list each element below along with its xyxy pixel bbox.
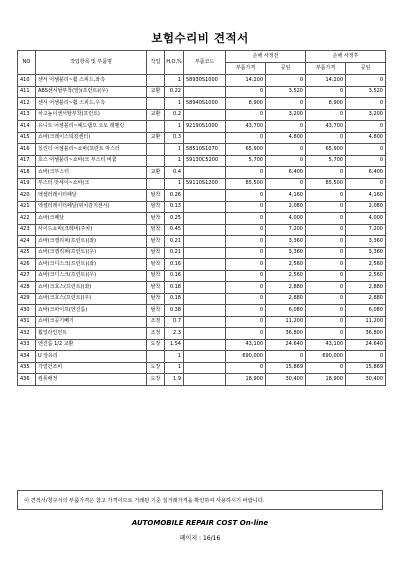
table-row [18,190,386,202]
cell-code [184,351,226,363]
cell-before-parts: 5,700 [226,155,266,167]
cell-code [184,282,226,294]
header-code: 부품코드 [184,51,226,75]
table-row [18,293,386,305]
cell-code [184,201,226,213]
table-row [18,362,386,374]
cell-before-parts: 0 [226,213,266,225]
cell-hos: 0.4 [165,167,184,179]
cell-work [147,155,165,167]
cell-hos: 0.16 [165,270,184,282]
table-row [18,132,386,144]
cell-after-labor: 6,400 [346,167,386,179]
cell-no: 436 [18,374,36,386]
cell-hos: 1.54 [165,339,184,351]
cell-item: U 앞유리 [36,351,147,363]
cell-after-labor: 2,560 [346,259,386,271]
cell-before-labor: 2,880 [266,293,306,305]
cell-item: 부스터 앗세이~쇼바(크 [36,178,147,190]
cell-before-labor: 0 [266,144,306,156]
cell-after-parts: 0 [306,247,346,259]
cell-code [184,328,226,340]
cell-before-parts: 0 [226,224,266,236]
cell-before-parts: 0 [226,328,266,340]
estimate-table-wrap [17,50,385,386]
cell-after-parts: 0 [306,201,346,213]
cell-work: 탈착 [147,305,165,317]
cell-work: 교환 [147,109,165,121]
table-row [18,121,386,133]
cell-code [184,109,226,121]
estimate-table [17,50,386,386]
cell-item: 쇼바(크캘리퍼(프런트)(좌) [36,236,147,248]
cell-before-parts: 0 [226,247,266,259]
cell-code [184,236,226,248]
table-row [18,75,386,87]
cell-after-parts: 0 [306,224,346,236]
table-row [18,270,386,282]
cell-after-labor: 0 [346,75,386,87]
cell-before-labor: 36,800 [266,328,306,340]
cell-before-labor: 2,560 [266,259,306,271]
header-hos: H,O,% [165,51,184,75]
cell-item: 쇼바(크부스터 [36,167,147,179]
cell-work: 탈착 [147,236,165,248]
table-row [18,339,386,351]
cell-item: 센서 어셈블리~휠 스피드,좌측 [36,75,147,87]
cell-work [147,121,165,133]
cell-hos: 0.3 [165,132,184,144]
cell-after-labor: 0 [346,144,386,156]
cell-after-labor: 24,640 [346,339,386,351]
cell-code: 58940S1000 [184,98,226,110]
cell-after-labor: 2,080 [346,201,386,213]
cell-item: 차고높이센서탈부착(프런트) [36,109,147,121]
cell-after-parts: 43,700 [306,121,346,133]
cell-before-labor: 3,520 [266,86,306,98]
cell-before-labor: 4,160 [266,190,306,202]
cell-before-labor: 6,080 [266,305,306,317]
cell-hos: 0.13 [165,201,184,213]
cell-before-labor: 0 [266,98,306,110]
cell-code: 59130C5200 [184,155,226,167]
cell-hos: 0.26 [165,190,184,202]
cell-after-labor: 2,560 [346,270,386,282]
cell-item: 엔진룸 1/2 교환 [36,339,147,351]
cell-before-parts: 0 [226,293,266,305]
cell-code [184,132,226,144]
table-row [18,305,386,317]
cell-item: 쇼바(크호스(프런트)(우) [36,293,147,305]
cell-item: 엑셀러레이터페달 [36,190,147,202]
cell-hos: 0.18 [165,293,184,305]
cell-work [147,144,165,156]
table-row [18,155,386,167]
cell-after-parts: 0 [306,109,346,121]
cell-no: 417 [18,155,36,167]
cell-before-labor: 4,800 [266,132,306,144]
cell-after-labor: 3,360 [346,236,386,248]
cell-work: 탈착 [147,247,165,259]
cell-after-labor: 6,080 [346,305,386,317]
cell-after-parts: 690,000 [306,351,346,363]
cell-before-parts: 0 [226,236,266,248]
cell-after-parts: 8,900 [306,98,346,110]
cell-code [184,362,226,374]
header-after-labor: 공임 [346,63,386,75]
cell-work: 도장 [147,374,165,386]
cell-after-parts: 0 [306,362,346,374]
cell-before-parts: 0 [226,132,266,144]
cell-before-labor: 4,000 [266,213,306,225]
document-title: 보험수리비 견적서 [151,31,249,45]
cell-before-labor: 24,640 [266,339,306,351]
cell-after-parts: 0 [306,259,346,271]
cell-hos: 0.25 [165,213,184,225]
cell-before-parts: 43,700 [226,121,266,133]
cell-after-parts: 5,700 [306,155,346,167]
table-row [18,213,386,225]
cell-before-labor: 0 [266,351,306,363]
cell-no: 434 [18,351,36,363]
cell-after-labor: 4,800 [346,132,386,144]
cell-before-labor: 3,360 [266,236,306,248]
cell-before-parts: 0 [226,167,266,179]
cell-before-labor: 15,869 [266,362,306,374]
cell-hos: 1 [165,98,184,110]
cell-before-labor: 2,080 [266,201,306,213]
header-before: 손해 사정전 [226,51,306,63]
table-row [18,259,386,271]
cell-before-labor: 0 [266,75,306,87]
cell-after-labor: 2,880 [346,293,386,305]
cell-code [184,270,226,282]
cell-after-parts: 0 [306,282,346,294]
header-before-labor: 공임 [266,63,306,75]
cell-item: 컴퓨배정 [36,374,147,386]
cell-code [184,190,226,202]
header-item: 작업항목 및 부품명 [36,51,147,75]
cell-after-parts: 0 [306,316,346,328]
cell-item: 쇼바(크공기빼기 [36,316,147,328]
table-row [18,247,386,259]
cell-before-labor: 0 [266,155,306,167]
cell-after-parts: 18,900 [306,374,346,386]
table-row [18,236,386,248]
cell-no: 416 [18,144,36,156]
table-row [18,86,386,98]
cell-hos: 0.16 [165,259,184,271]
cell-no: 420 [18,190,36,202]
header-work: 작업 [147,51,165,75]
cell-hos: 1 [165,144,184,156]
cell-no: 425 [18,247,36,259]
table-row [18,224,386,236]
cell-after-parts: 0 [306,190,346,202]
cell-after-labor: 30,400 [346,374,386,386]
cell-item: 휠얼라인먼트 [36,328,147,340]
table-row [18,98,386,110]
cell-code [184,167,226,179]
cell-no: 427 [18,270,36,282]
cell-work [147,351,165,363]
cell-before-labor: 0 [266,121,306,133]
cell-before-parts: 0 [226,259,266,271]
cell-before-labor: 0 [266,178,306,190]
header-after-parts: 부품가격 [306,63,346,75]
header-no: NO [18,51,36,75]
cell-after-labor: 0 [346,178,386,190]
cell-code: 59110S1200 [184,178,226,190]
cell-item: 사이드쇼바(크레버(주차) [36,224,147,236]
cell-after-labor: 0 [346,121,386,133]
cell-work [147,178,165,190]
cell-code: 92190S1000 [184,121,226,133]
cell-no: 431 [18,316,36,328]
cell-after-labor: 4,000 [346,213,386,225]
cell-hos: 1 [165,155,184,167]
cell-no: 414 [18,121,36,133]
cell-item: ABS센서탈부착(앞)(프런트)(우) [36,86,147,98]
cell-after-labor: 3,520 [346,86,386,98]
cell-code [184,86,226,98]
cell-before-labor: 30,400 [266,374,306,386]
cell-no: 418 [18,167,36,179]
cell-no: 410 [18,75,36,87]
cell-item: 쇼바(크디스크(프런트)(좌) [36,259,147,271]
cell-after-labor: 7,200 [346,224,386,236]
cell-work: 교환 [147,132,165,144]
cell-work: 탈착 [147,224,165,236]
cell-no: 415 [18,132,36,144]
cell-hos: 1.9 [165,374,184,386]
cell-after-parts: 14,200 [306,75,346,87]
cell-item: 센서 어셈블리~휠 스피드,우측 [36,98,147,110]
cell-code [184,374,226,386]
cell-item: 엑셀러레이터페달(위치감지센서) [36,201,147,213]
cell-work: 탈착 [147,190,165,202]
cell-work: 탈착 [147,259,165,271]
cell-before-parts: 0 [226,86,266,98]
cell-no: 429 [18,293,36,305]
cell-after-labor: 3,200 [346,109,386,121]
cell-after-parts: 0 [306,293,346,305]
cell-after-parts: 65,900 [306,144,346,156]
cell-work: 탈착 [147,282,165,294]
cell-after-labor: 36,800 [346,328,386,340]
cell-before-labor: 3,200 [266,109,306,121]
cell-hos: 1 [165,362,184,374]
cell-hos: 0.7 [165,316,184,328]
cell-before-labor: 7,200 [266,224,306,236]
cell-hos: 1 [165,351,184,363]
cell-work: 탈착 [147,293,165,305]
cell-work: 조정 [147,328,165,340]
cell-before-parts: 0 [226,282,266,294]
cell-before-parts: 14,200 [226,75,266,87]
table-row [18,316,386,328]
cell-work: 도장 [147,362,165,374]
table-row [18,351,386,363]
table-row [18,109,386,121]
cell-work: 탈착 [147,270,165,282]
page-number: 페이지 : 16/16 [179,535,221,542]
cell-before-parts: 8,900 [226,98,266,110]
cell-item: 쇼바(크호스(프런트)(좌) [36,282,147,294]
table-row [18,282,386,294]
cell-no: 411 [18,86,36,98]
cell-work [147,75,165,87]
cell-hos: 0.21 [165,236,184,248]
cell-after-parts: 0 [306,86,346,98]
cell-no: 430 [18,305,36,317]
cell-work: 교환 [147,167,165,179]
cell-after-parts: 0 [306,270,346,282]
cell-item: 실린더 어셈블리~쇼바(프런트 마스터 [36,144,147,156]
cell-no: 428 [18,282,36,294]
cell-before-parts: 65,900 [226,144,266,156]
cell-before-parts: 18,900 [226,374,266,386]
table-row [18,201,386,213]
cell-no: 423 [18,224,36,236]
cell-work: 조정 [147,316,165,328]
cell-code [184,213,226,225]
table-row [18,144,386,156]
cell-work: 교환 [147,86,165,98]
cell-no: 435 [18,362,36,374]
cell-work [147,98,165,110]
cell-hos: 0.38 [165,305,184,317]
cell-hos: 0.21 [165,247,184,259]
cell-hos: 0.22 [165,86,184,98]
cell-before-parts: 0 [226,201,266,213]
table-row [18,374,386,386]
cell-no: 433 [18,339,36,351]
cell-after-labor: 11,200 [346,316,386,328]
cell-before-parts: 690,000 [226,351,266,363]
cell-after-parts: 0 [306,305,346,317]
cell-no: 432 [18,328,36,340]
cell-after-labor: 15,869 [346,362,386,374]
cell-before-parts: 0 [226,190,266,202]
cell-after-parts: 0 [306,236,346,248]
cell-after-labor: 0 [346,351,386,363]
cell-item: 쇼바(크파이프(엔진룸) [36,305,147,317]
cell-code: 58930S1000 [184,75,226,87]
cell-work: 탈착 [147,213,165,225]
cell-code [184,316,226,328]
cell-before-labor: 11,200 [266,316,306,328]
cell-before-parts: 0 [226,362,266,374]
cell-before-labor: 6,400 [266,167,306,179]
cell-before-parts: 0 [226,109,266,121]
cell-hos: 0.18 [165,282,184,294]
header-before-parts: 부품가격 [226,63,266,75]
cell-before-parts: 43,100 [226,339,266,351]
cell-work: 탈착 [147,201,165,213]
cell-code [184,247,226,259]
cell-before-parts: 0 [226,316,266,328]
cell-no: 426 [18,259,36,271]
cell-item: 유니트 어셈블리~헤드램프 오토 레벨링 [36,121,147,133]
cell-after-labor: 2,880 [346,282,386,294]
cell-after-labor: 0 [346,155,386,167]
cell-hos: 1 [165,178,184,190]
cell-item: 쇼바(크페달 [36,213,147,225]
cell-work: 도장 [147,339,165,351]
cell-hos: 0.45 [165,224,184,236]
cell-before-parts: 0 [226,270,266,282]
disclaimer-note: 이 견적서/청구서의 부품가격은 참고 가격이므로 거래된 기준 실거래가격을 확인하여 사용하시기 바랍니다. [17,490,383,510]
cell-code [184,259,226,271]
cell-no: 421 [18,201,36,213]
cell-after-labor: 0 [346,98,386,110]
cell-item: 쇼바(크디스크(프런트)(우) [36,270,147,282]
cell-hos: 1 [165,75,184,87]
cell-before-labor: 2,880 [266,282,306,294]
cell-before-labor: 3,360 [266,247,306,259]
cell-after-parts: 0 [306,132,346,144]
cell-item: 가열건조비 [36,362,147,374]
cell-item: 호스 어셈블리~쇼바(크 부스터 버큠 [36,155,147,167]
cell-no: 424 [18,236,36,248]
cell-no: 422 [18,213,36,225]
cell-hos: 0.2 [165,109,184,121]
cell-no: 412 [18,98,36,110]
header-after: 손해 사정후 [306,51,386,63]
cell-no: 419 [18,178,36,190]
cell-after-parts: 43,100 [306,339,346,351]
cell-after-parts: 0 [306,213,346,225]
cell-item: 쇼바(크레이스틱킹센터) [36,132,147,144]
cell-after-labor: 3,360 [346,247,386,259]
cell-before-parts: 0 [226,305,266,317]
table-row [18,178,386,190]
cell-hos: 2.3 [165,328,184,340]
cell-code: 58510S1070 [184,144,226,156]
cell-hos: 1 [165,121,184,133]
cell-after-labor: 4,160 [346,190,386,202]
cell-no: 413 [18,109,36,121]
cell-code [184,305,226,317]
table-row [18,328,386,340]
cell-code [184,224,226,236]
cell-code [184,293,226,305]
table-row [18,167,386,179]
cell-after-parts: 85,500 [306,178,346,190]
cell-after-parts: 0 [306,167,346,179]
footer-title: AUTOMOBILE REPAIR COST On-line [131,519,269,527]
cell-code [184,339,226,351]
cell-item: 쇼바(크캘리퍼(프런트)(우) [36,247,147,259]
cell-before-labor: 2,560 [266,270,306,282]
estimate-table-body [18,75,386,386]
cell-after-parts: 0 [306,328,346,340]
cell-before-parts: 85,500 [226,178,266,190]
